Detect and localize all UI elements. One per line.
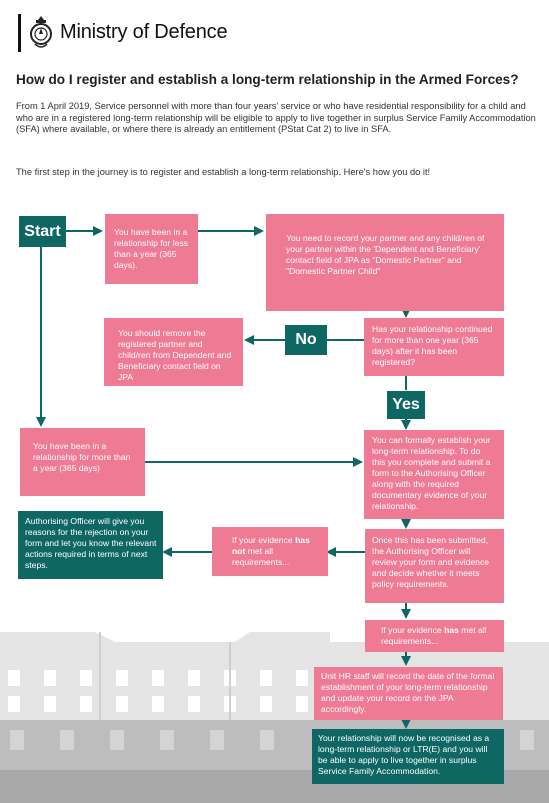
org-name: Ministry of Defence	[60, 21, 228, 43]
box-evidence-not-met	[212, 527, 328, 576]
box-record-partner: You need to record your partner and any child/ren of your partner within the 'Dependent and Beneficiary' contact field of JPA as "Domestic Partner" and "Domestic Partner Child"	[266, 214, 504, 311]
not-met-suffix: met all requirements...	[232, 546, 290, 567]
page-title: How do I register and establish a long-term relationship in the Armed Forces?	[16, 72, 519, 87]
box-continued-question: Has your relationship continued for more than one year (365 days) after it has been registered?	[364, 318, 504, 376]
box-more-than-year: You have been in a relationship for more than a year (365 days)	[20, 428, 145, 496]
yes-label: Yes	[387, 391, 425, 419]
no-label: No	[285, 325, 327, 355]
box-formally-establish: You can formally establish your long-term relationship. To do this you complete and submit a form to the Authorising Officer along with the required documentary evidence of your relationship.	[364, 430, 504, 519]
mod-crest-icon	[27, 14, 55, 52]
not-met-prefix: If your evidence	[232, 535, 293, 545]
not-met-bold: has not	[232, 535, 310, 556]
header-divider	[18, 14, 21, 52]
box-evidence-met	[365, 620, 504, 652]
box-less-than-year: You have been in a relationship for less than a year (365 days).	[105, 214, 198, 284]
box-recognised: Your relationship will now be recognised as a long-term relationship or LTR(E) and you will be able to apply to live together in surplus Service Family Accommodation.	[312, 729, 504, 784]
box-submitted-review: Once this has been submitted, the Authorising Officer will review your form and evidence and decide whether it meets policy requirements.	[365, 529, 504, 603]
intro-paragraph-2: The first step in the journey is to register and establish a long-term relationship. Here's how you do it!	[16, 167, 431, 177]
met-suffix: met all requirements...	[381, 625, 487, 646]
met-prefix: If your evidence	[381, 625, 442, 635]
box-remove-partner: You should remove the registered partner and child/ren from Dependent and Beneficiary contact field on JPA	[104, 318, 243, 386]
intro-paragraph: From 1 April 2019, Service personnel with more than four years' service or who have residential responsibility for a child and who are in a registered long-term relationship will be eligible to apply to live together in surplus Service Family Accommodation (SFA) where available, or where there is already an entitlement (PStat Cat 2) to live in SFA.	[16, 101, 536, 135]
start-label: Start	[19, 216, 66, 247]
met-bold: has	[444, 625, 459, 635]
box-hr-record: Unit HR staff will record the date of the formal establishment of your long-term relationship and update your record on the JPA accordingly.	[314, 667, 503, 720]
box-rejection-reasons: Authorising Officer will give you reasons for the rejection on your form and let you know the relevant actions required in terms of next steps.	[18, 511, 163, 579]
